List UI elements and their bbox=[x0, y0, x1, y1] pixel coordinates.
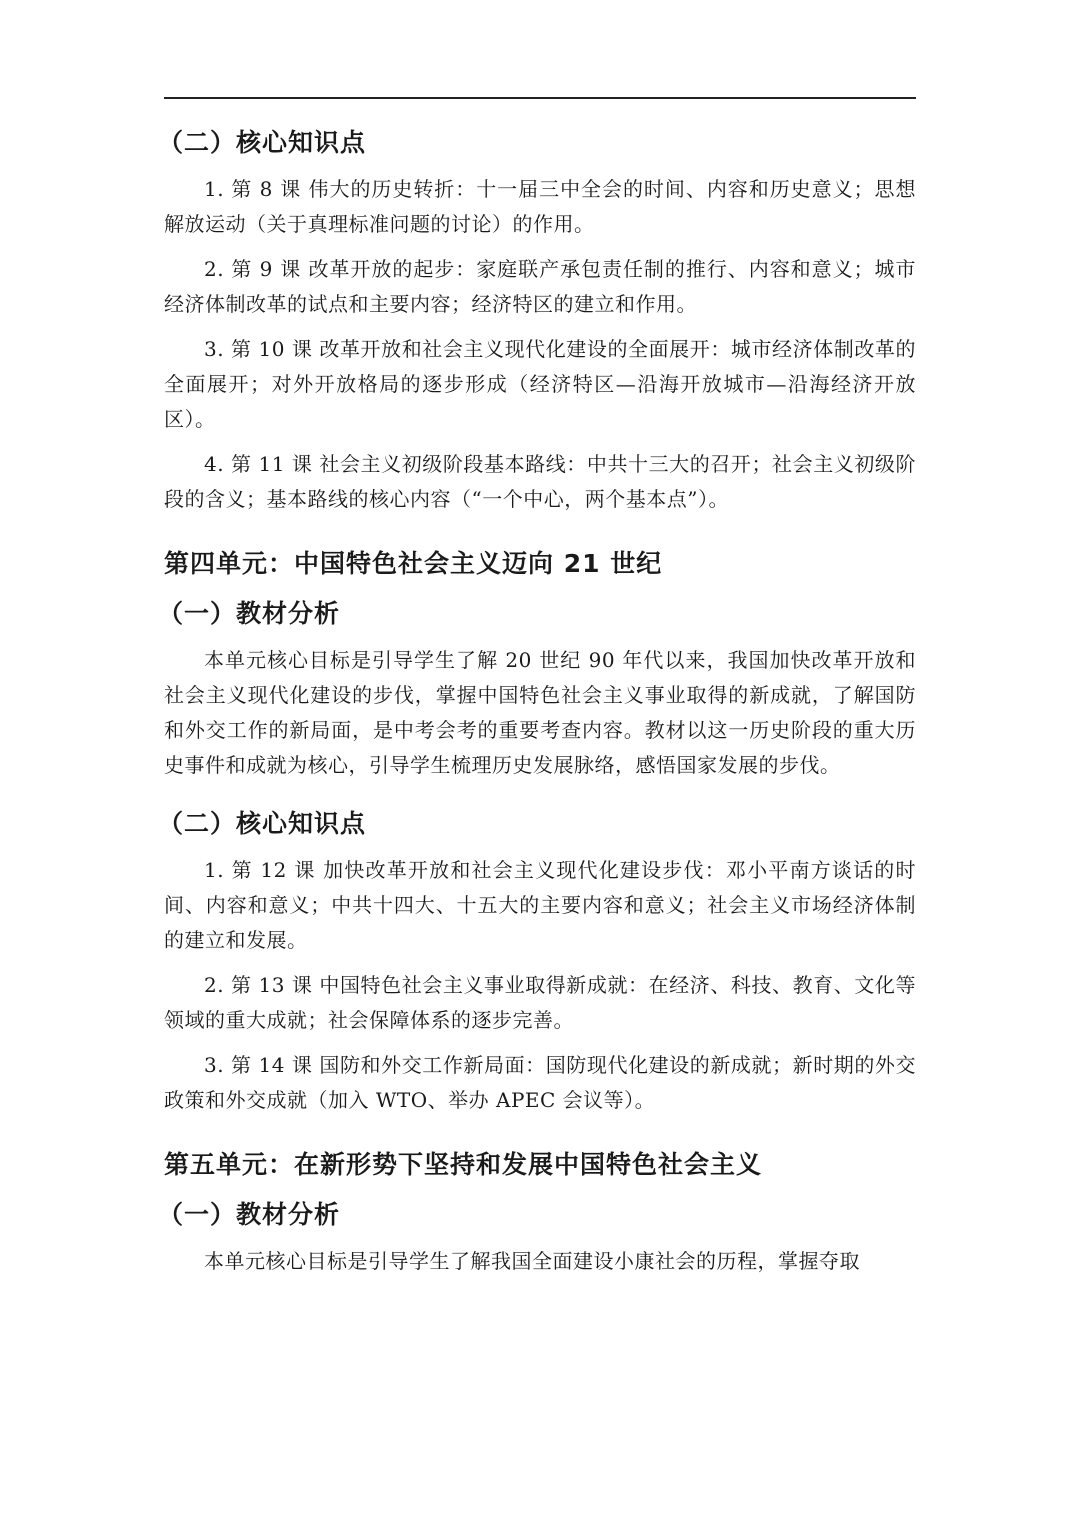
knowledge-point-8: 1. 第 8 课 伟大的历史转折：十一届三中全会的时间、内容和历史意义；思想解放运动（关于真理标准问题的讨论）的作用。 bbox=[164, 177, 916, 236]
unit-4-heading: 第四单元：中国特色社会主义迈向 21 世纪 bbox=[164, 549, 663, 578]
knowledge-point-13: 2. 第 13 课 中国特色社会主义事业取得新成就：在经济、科技、教育、文化等领域的重大成就；社会保障体系的逐步完善。 bbox=[164, 973, 916, 1032]
unit-5-analysis-text: 本单元核心目标是引导学生了解我国全面建设小康社会的历程，掌握夺取 bbox=[204, 1249, 860, 1273]
unit-4-core-points-heading: （二）核心知识点 bbox=[158, 809, 367, 838]
section-heading-core-points: （二）核心知识点 bbox=[158, 128, 367, 157]
knowledge-point-11: 4. 第 11 课 社会主义初级阶段基本路线：中共十三大的召开；社会主义初级阶段的含义；基本路线的核心内容（“一个中心，两个基本点”）。 bbox=[164, 452, 916, 511]
document-body bbox=[158, 126, 916, 1289]
unit-4-analysis-heading: （一）教材分析 bbox=[158, 599, 341, 628]
knowledge-point-9: 2. 第 9 课 改革开放的起步：家庭联产承包责任制的推行、内容和意义；城市经济体制改革的试点和主要内容；经济特区的建立和作用。 bbox=[164, 257, 916, 316]
knowledge-point-10: 3. 第 10 课 改革开放和社会主义现代化建设的全面展开：城市经济体制改革的全面展开；对外开放格局的逐步形成（经济特区—沿海开放城市—沿海经济开放区）。 bbox=[164, 337, 916, 431]
unit-5-analysis-heading: （一）教材分析 bbox=[158, 1200, 341, 1229]
knowledge-point-12: 1. 第 12 课 加快改革开放和社会主义现代化建设步伐：邓小平南方谈话的时间、内容和意义；中共十四大、十五大的主要内容和意义；社会主义市场经济体制的建立和发展。 bbox=[164, 858, 916, 952]
knowledge-point-14: 3. 第 14 课 国防和外交工作新局面：国防现代化建设的新成就；新时期的外交政策和外交成就（加入 WTO、举办 APEC 会议等）。 bbox=[164, 1053, 916, 1112]
header-rule bbox=[164, 97, 916, 99]
unit-5-heading: 第五单元：在新形势下坚持和发展中国特色社会主义 bbox=[164, 1150, 763, 1179]
unit-4-analysis-text: 本单元核心目标是引导学生了解 20 世纪 90 年代以来，我国加快改革开放和社会主义现代化建设的步伐，掌握中国特色社会主义事业取得的新成就，了解国防和外交工作的新局面，是中考会考的重要考查内容。教材以这一历史阶段的重大历史事件和成就为核心，引导学生梳理历史发展脉络，感悟国家发展的步伐。 bbox=[164, 648, 916, 777]
